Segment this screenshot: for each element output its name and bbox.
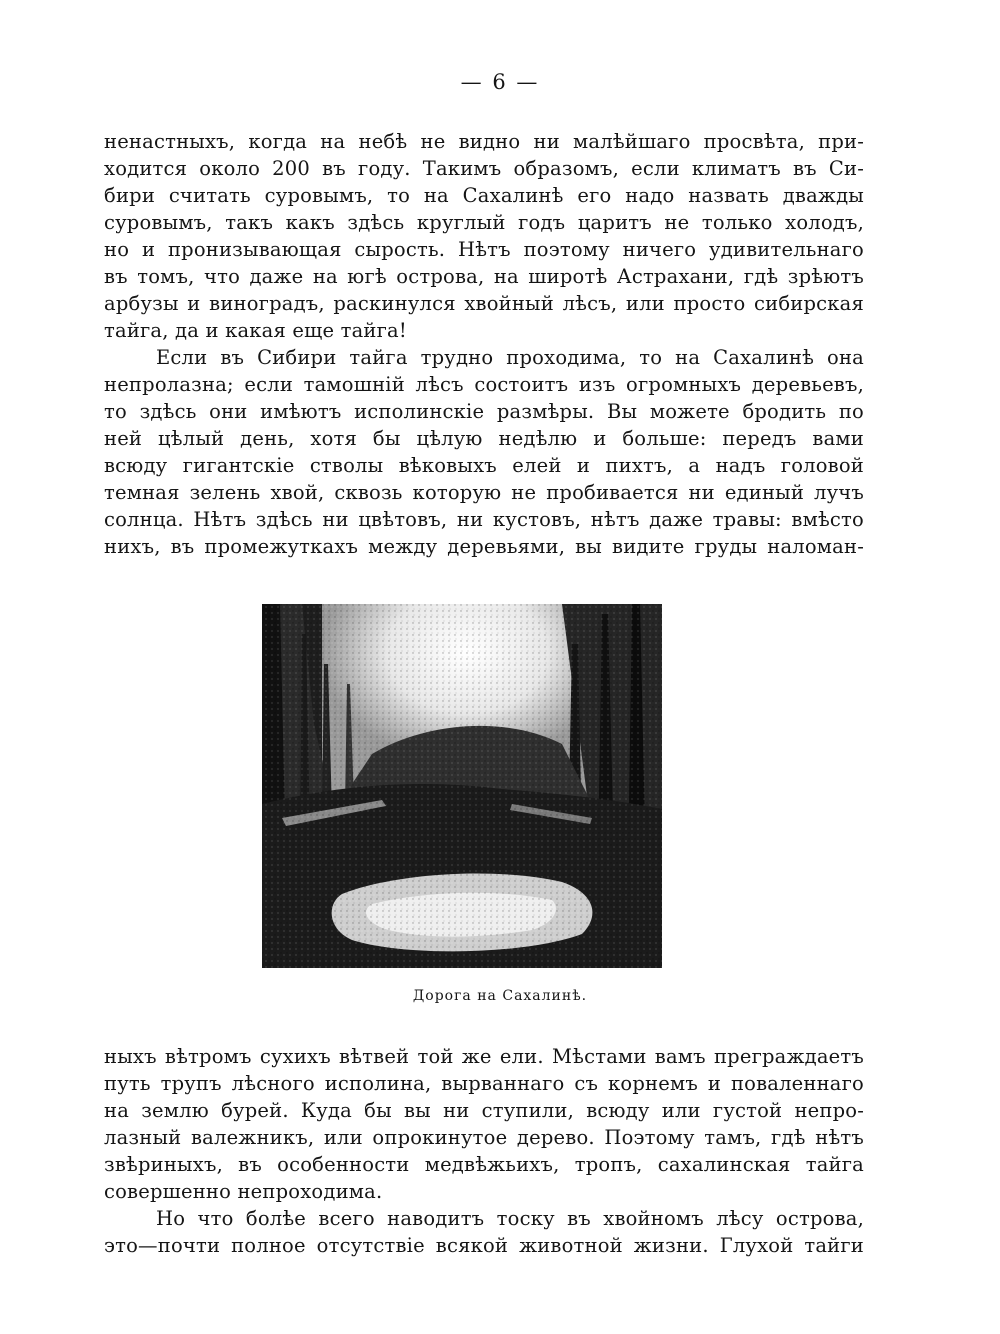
text-line: ней цѣлый день, хотя бы цѣлую недѣлю и больше: передъ вами <box>104 427 864 450</box>
text-line: совершенно непроходима. <box>104 1180 383 1203</box>
text-line: звѣриныхъ, въ особенности медвѣжьихъ, тропъ, сахалинская тайга <box>104 1153 864 1176</box>
text-line: арбузы и виноградъ, раскинулся хвойный лѣсъ, или просто сибирская <box>104 292 864 315</box>
text-line: нихъ, въ промежуткахъ между деревьями, вы видите груды наломан- <box>104 535 864 558</box>
forest-road-illustration <box>262 604 662 968</box>
text-block-top <box>104 128 864 560</box>
page-number: — 6 — <box>460 70 540 94</box>
text-line: Но что болѣе всего наводитъ тоску въ хвойномъ лѣсу острова, <box>156 1207 864 1230</box>
text-line: то здѣсь они имѣютъ исполинскіе размѣры. Вы можете бродить по <box>104 400 864 423</box>
text-line: но и пронизывающая сырость. Нѣтъ поэтому ничего удивительнаго <box>104 238 864 261</box>
text-line: всюду гигантскіе стволы вѣковыхъ елей и пихтъ, а надъ головой <box>104 454 864 477</box>
figure-caption: Дорога на Сахалинѣ. <box>412 988 588 1004</box>
text-line: въ томъ, что даже на югѣ острова, на широтѣ Астрахани, гдѣ зрѣютъ <box>104 265 864 288</box>
text-line: это—почти полное отсутствіе всякой животной жизни. Глухой тайги <box>104 1234 864 1257</box>
text-line: лазный валежникъ, или опрокинутое дерево. Поэтому тамъ, гдѣ нѣтъ <box>104 1126 864 1149</box>
text-line: ненастныхъ, когда на небѣ не видно ни малѣйшаго просвѣта, при- <box>104 130 864 153</box>
forest-road-photo <box>262 604 662 968</box>
text-line: на землю бурей. Куда бы вы ни ступили, всюду или густой непро- <box>104 1099 864 1122</box>
text-line: ныхъ вѣтромъ сухихъ вѣтвей той же ели. Мѣстами вамъ преграждаетъ <box>104 1045 864 1068</box>
text-line: суровымъ, такъ какъ здѣсь круглый годъ царитъ не только холодъ, <box>104 211 864 234</box>
text-block-bottom <box>104 1043 864 1259</box>
text-line: Если въ Сибири тайга трудно проходима, то на Сахалинѣ она <box>156 346 864 369</box>
text-line: бири считать суровымъ, то на Сахалинѣ его надо назвать дважды <box>104 184 864 207</box>
text-line: путь трупъ лѣсного исполина, вырваннаго съ корнемъ и поваленнаго <box>104 1072 864 1095</box>
text-line: тайга, да и какая еще тайга! <box>104 319 407 342</box>
text-line: ходится около 200 въ году. Такимъ образомъ, если климатъ въ Си- <box>104 157 864 180</box>
text-line: темная зелень хвой, сквозь которую не пробивается ни единый лучъ <box>104 481 864 504</box>
text-line: непролазна; если тамошній лѣсъ состоитъ изъ огромныхъ деревьевъ, <box>104 373 864 396</box>
text-line: солнца. Нѣтъ здѣсь ни цвѣтовъ, ни кустовъ, нѣтъ даже травы: вмѣсто <box>104 508 864 531</box>
